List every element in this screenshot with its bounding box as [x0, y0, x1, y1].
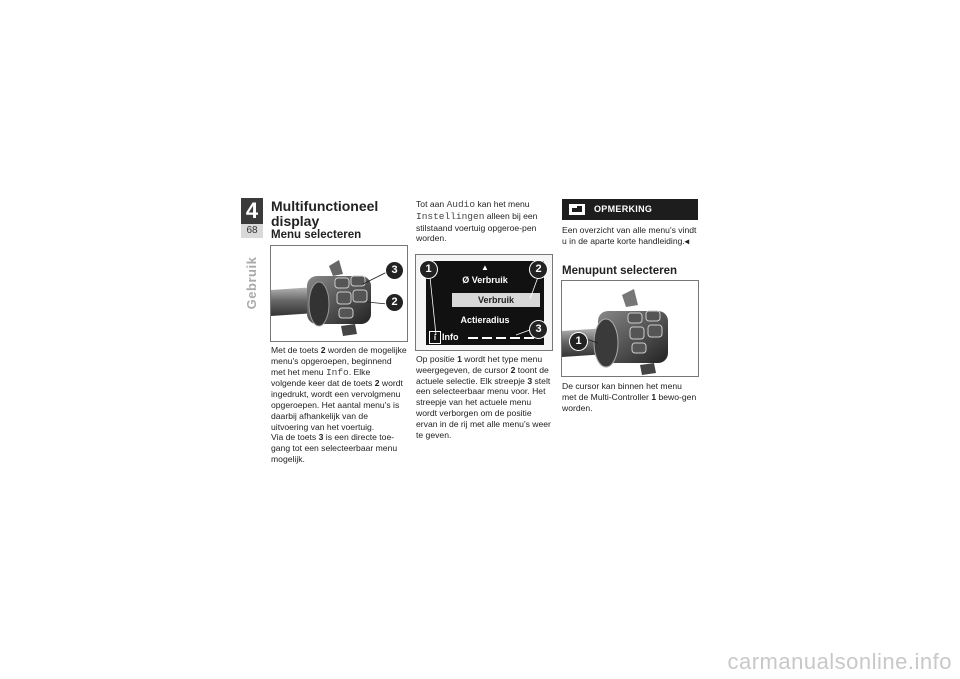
- text: worden de mogelijke menu's opgeroepen, beginnend met het menu: [271, 345, 407, 377]
- text: wordt het type menu weergegeven, de cursor: [416, 354, 543, 375]
- menu-name-info: Info: [325, 366, 349, 378]
- multi-controller-illustration: [562, 281, 698, 376]
- pointing-hand-icon: [568, 203, 586, 216]
- ref-2: 2: [320, 345, 326, 355]
- callout-2: 2: [386, 294, 403, 311]
- paragraph-audio-settings: [416, 199, 552, 244]
- paragraph-menupunt: [562, 381, 698, 413]
- text: Met de toets: [271, 345, 321, 355]
- text: toont de actuele selectie. Elk streepje: [416, 364, 549, 386]
- text: Op positie: [416, 354, 458, 364]
- ref-3: 3: [318, 432, 324, 443]
- text: bewo-gen worden.: [562, 391, 697, 413]
- ref-2: 2: [374, 378, 380, 389]
- note-header: [562, 199, 698, 220]
- watermark: carmanualsonline.info: [727, 649, 952, 674]
- text: Tot aan: [416, 199, 447, 209]
- callout-3: 3: [530, 321, 547, 338]
- text: stelt een selecteerbaar menu voor. Het streepje van het actuele menu wordt verborgen om de positie ervan in de rij met alle menu's weer te geven.: [416, 375, 551, 440]
- subtitle-menupunt-selecteren: Menupunt selecteren: [562, 265, 678, 277]
- end-marker-icon: ◂: [684, 235, 690, 246]
- callout-1: 1: [570, 333, 587, 350]
- title-line-2: display: [271, 213, 320, 229]
- callout-1: 1: [420, 261, 437, 278]
- subtitle-menu-selecteren: Menu selecteren: [271, 229, 362, 241]
- display-figure: [415, 254, 553, 351]
- chapter-number: 4: [241, 198, 263, 224]
- display-row-top: Ø Verbruik: [462, 275, 508, 285]
- text: . Elke volgende keer dat de toets: [271, 366, 375, 389]
- callout-2: 2: [530, 261, 547, 278]
- ref-2: 2: [510, 364, 516, 375]
- text: wordt ingedrukt, wordt een vervolgmenu opgeroepen. Het aantal menu's is daarbij afhankelijk van de uitvoering van het voertuig.: [271, 378, 403, 432]
- multi-controller-figure: [561, 280, 699, 377]
- section-label: Gebruik: [244, 256, 259, 310]
- menu-name-audio: Audio: [446, 199, 476, 210]
- page-number: 68: [241, 224, 263, 238]
- note-text: [562, 225, 698, 247]
- handlebar-switch-figure: [270, 245, 408, 342]
- note-label: OPMERKING: [594, 204, 653, 214]
- callout-3: 3: [386, 262, 403, 279]
- title-line-1: Multifunctioneel: [271, 198, 379, 214]
- text: De cursor kan binnen het menu met de Multi-Controller: [562, 381, 682, 402]
- handlebar-switch-illustration: [271, 246, 407, 341]
- page-title: [271, 199, 411, 229]
- display-row-next: Actieradius: [460, 315, 510, 325]
- text: is een directe toe-gang tot een selecteerbaar menu mogelijk.: [271, 432, 398, 464]
- ref-1: 1: [457, 354, 462, 364]
- text: Een overzicht van alle menu's vindt u in de aparte korte handleiding.: [562, 225, 697, 246]
- display-up-arrow-icon: ▲: [481, 263, 489, 272]
- text: kan het menu: [475, 199, 530, 209]
- ref-3: 3: [527, 375, 533, 386]
- ref-1: 1: [651, 391, 657, 402]
- info-icon: i: [429, 331, 441, 344]
- text: alleen bij een stilstaand voertuig opgeroe-pen worden.: [416, 210, 538, 244]
- menu-name-instellingen: Instellingen: [416, 210, 485, 222]
- display-row-selected: Verbruik: [452, 293, 540, 307]
- paragraph-menu-select: [271, 345, 407, 465]
- paragraph-display-explain: [416, 354, 552, 440]
- text: Via de toets: [271, 432, 319, 443]
- display-info-label: Info: [442, 332, 459, 342]
